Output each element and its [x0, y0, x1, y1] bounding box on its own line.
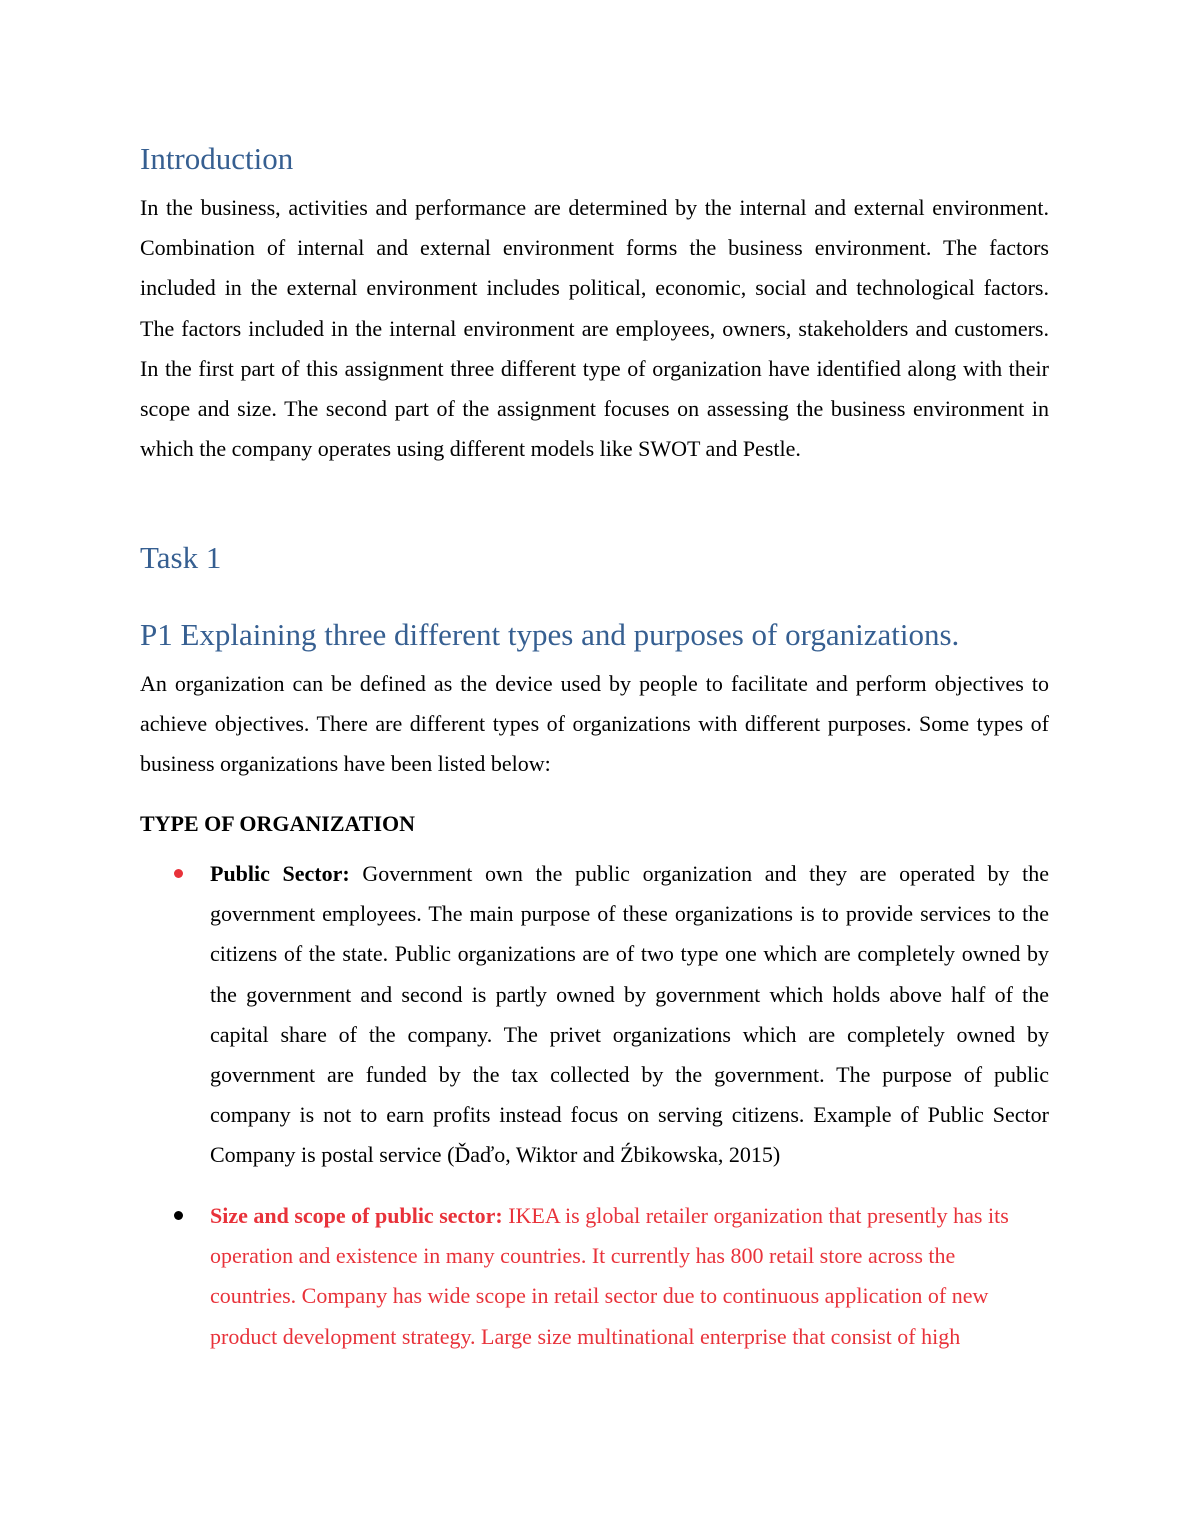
bullet-label: Public Sector: — [210, 861, 350, 886]
introduction-heading: Introduction — [140, 141, 294, 176]
p1-paragraph: An organization can be defined as the device used by people to facilitate and perform objectives to achieve objectives. There are different types of organizations with different purposes. Some types of business organizations have been listed below: — [140, 671, 1049, 777]
bullet-label: Size and scope of public sector: — [210, 1203, 503, 1228]
list-item-public-sector — [140, 854, 1049, 1176]
type-of-organization-heading: TYPE OF ORGANIZATION — [140, 811, 416, 836]
bullet-body: IKEA is global retailer organization that presently has its operation and existence in many countries. It currently has 800 retail store across the countries. Company has wide scope in retail sector due to continuous application of new product development strategy. Large size multinational enterprise that consist of high — [210, 1203, 1009, 1349]
task-heading: Task 1 — [140, 540, 222, 575]
bullet-icon — [174, 1211, 183, 1220]
bullet-icon — [174, 869, 183, 878]
bullet-body: Government own the public organization and they are operated by the government employees. The main purpose of these organizations is to provide services to the citizens of the state. Public organizations are of two type one which are completely owned by the government and second is partly owned by government which holds above half of the capital share of the company. The privet organizations which are completely owned by government are funded by the tax collected by the government. The purpose of public company is not to earn profits instead focus on serving citizens. Example of Public Sector Company is postal service (Ďaďo, Wiktor and Źbikowska, 2015) — [210, 861, 1049, 1168]
list-item-size-scope — [140, 1196, 1049, 1357]
introduction-paragraph: In the business, activities and performance are determined by the internal and external environment. Combination of internal and external environment forms the business environment. The factors included in the external environment includes political, economic, social and technological factors. The factors included in the internal environment are employees, owners, stakeholders and customers. In the first part of this assignment three different type of organization have identified along with their scope and size. The second part of the assignment focuses on assessing the business environment in which the company operates using different models like SWOT and Pestle. — [140, 195, 1049, 462]
p1-heading: P1 Explaining three different types and purposes of organizations. — [140, 617, 960, 652]
